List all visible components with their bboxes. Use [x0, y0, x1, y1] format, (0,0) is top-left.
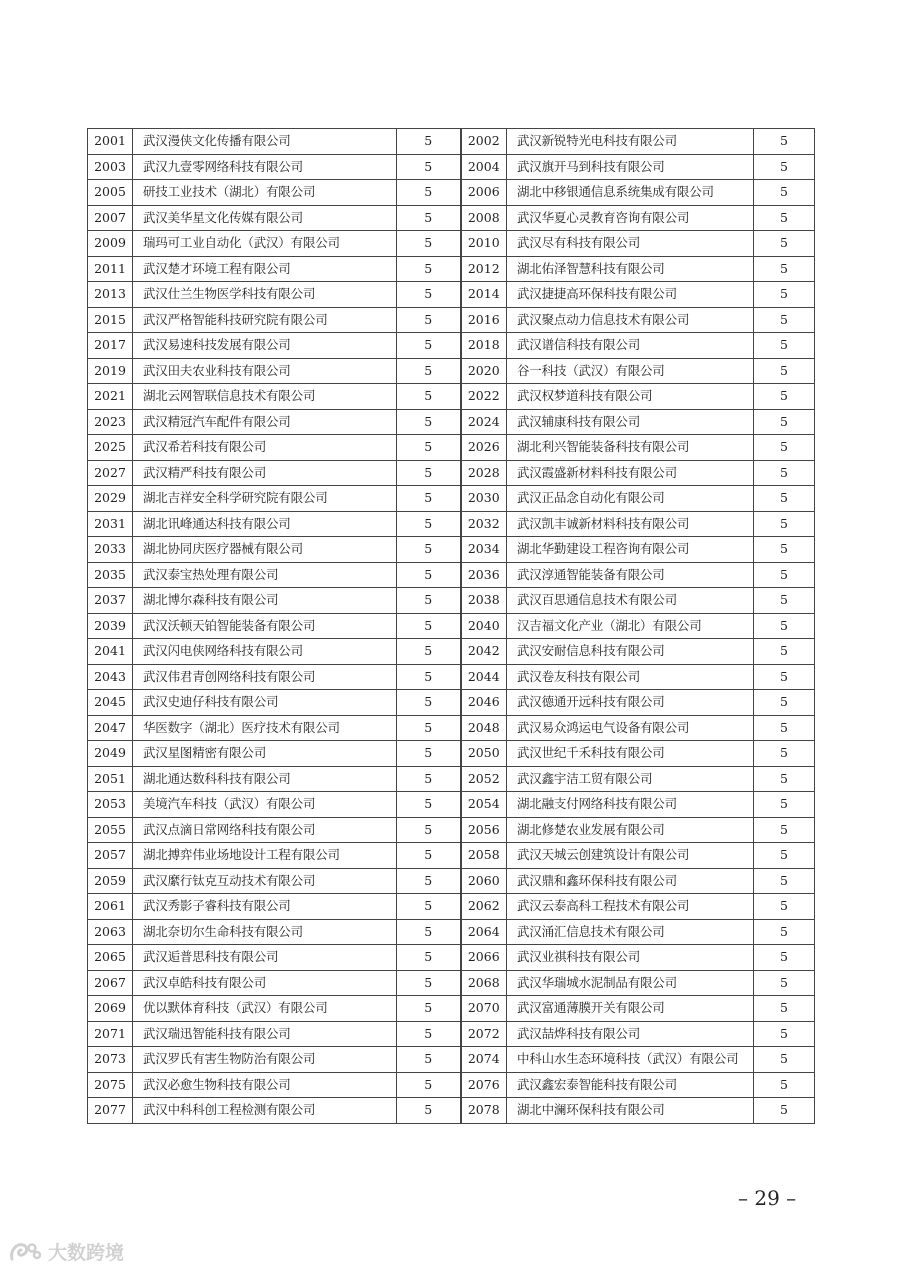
- company-name-cell: 湖北利兴智能装备科技有限公司: [507, 435, 754, 461]
- row-number-cell: 2034: [461, 537, 507, 563]
- company-list-table: [87, 128, 815, 1124]
- row-number-cell: 2067: [88, 970, 133, 996]
- watermark-text: 大数跨境: [48, 1242, 125, 1264]
- row-number-cell: 2032: [461, 511, 507, 537]
- table-row: [88, 256, 815, 282]
- row-number-cell: 2021: [88, 384, 133, 410]
- table-row: [88, 664, 815, 690]
- company-name-cell: 湖北搏弈伟业场地设计工程有限公司: [133, 843, 397, 869]
- row-number-cell: 2052: [461, 766, 507, 792]
- company-name-cell: 湖北融支付网络科技有限公司: [507, 792, 754, 818]
- company-name-cell: 武汉漫侠文化传播有限公司: [133, 129, 397, 155]
- score-cell: 5: [754, 613, 815, 639]
- score-cell: 5: [397, 435, 461, 461]
- row-number-cell: 2033: [88, 537, 133, 563]
- company-name-cell: 武汉精严科技有限公司: [133, 460, 397, 486]
- table-row: [88, 715, 815, 741]
- score-cell: 5: [754, 792, 815, 818]
- row-number-cell: 2024: [461, 409, 507, 435]
- company-name-cell: 中科山水生态环境科技（武汉）有限公司: [507, 1047, 754, 1073]
- row-number-cell: 2046: [461, 690, 507, 716]
- score-cell: 5: [754, 664, 815, 690]
- score-cell: 5: [754, 282, 815, 308]
- score-cell: 5: [397, 996, 461, 1022]
- score-cell: 5: [397, 282, 461, 308]
- company-name-cell: 武汉罗氏有害生物防治有限公司: [133, 1047, 397, 1073]
- table-row: [88, 588, 815, 614]
- score-cell: 5: [754, 766, 815, 792]
- table-row: [88, 486, 815, 512]
- score-cell: 5: [754, 562, 815, 588]
- score-cell: 5: [397, 333, 461, 359]
- company-name-cell: 武汉伟君青创网络科技有限公司: [133, 664, 397, 690]
- row-number-cell: 2077: [88, 1098, 133, 1124]
- row-number-cell: 2022: [461, 384, 507, 410]
- company-name-cell: 武汉世纪千禾科技有限公司: [507, 741, 754, 767]
- row-number-cell: 2010: [461, 231, 507, 257]
- watermark-logo-icon: [8, 1239, 42, 1265]
- row-number-cell: 2009: [88, 231, 133, 257]
- company-name-cell: 武汉华夏心灵教育咨询有限公司: [507, 205, 754, 231]
- table-row: [88, 358, 815, 384]
- score-cell: 5: [754, 256, 815, 282]
- company-name-cell: 武汉云泰高科工程技术有限公司: [507, 894, 754, 920]
- company-name-cell: 湖北中澜环保科技有限公司: [507, 1098, 754, 1124]
- company-name-cell: 武汉希若科技有限公司: [133, 435, 397, 461]
- score-cell: 5: [397, 766, 461, 792]
- company-name-cell: 湖北中移银通信息系统集成有限公司: [507, 180, 754, 206]
- row-number-cell: 2017: [88, 333, 133, 359]
- score-cell: 5: [397, 639, 461, 665]
- table-row: [88, 460, 815, 486]
- score-cell: 5: [397, 384, 461, 410]
- score-cell: 5: [754, 231, 815, 257]
- table-row: [88, 231, 815, 257]
- row-number-cell: 2078: [461, 1098, 507, 1124]
- score-cell: 5: [754, 996, 815, 1022]
- score-cell: 5: [397, 919, 461, 945]
- score-cell: 5: [397, 231, 461, 257]
- score-cell: 5: [397, 715, 461, 741]
- row-number-cell: 2048: [461, 715, 507, 741]
- score-cell: 5: [754, 690, 815, 716]
- score-cell: 5: [754, 205, 815, 231]
- company-name-cell: 湖北讯峰通达科技有限公司: [133, 511, 397, 537]
- row-number-cell: 2018: [461, 333, 507, 359]
- row-number-cell: 2071: [88, 1021, 133, 1047]
- table-row: [88, 868, 815, 894]
- company-name-cell: 武汉九壹零网络科技有限公司: [133, 154, 397, 180]
- score-cell: 5: [754, 129, 815, 155]
- score-cell: 5: [397, 460, 461, 486]
- table-row: [88, 817, 815, 843]
- company-name-cell: 武汉涌汇信息技术有限公司: [507, 919, 754, 945]
- score-cell: 5: [754, 588, 815, 614]
- table-row: [88, 129, 815, 155]
- company-name-cell: 谷一科技（武汉）有限公司: [507, 358, 754, 384]
- row-number-cell: 2020: [461, 358, 507, 384]
- score-cell: 5: [754, 715, 815, 741]
- row-number-cell: 2014: [461, 282, 507, 308]
- row-number-cell: 2007: [88, 205, 133, 231]
- row-number-cell: 2054: [461, 792, 507, 818]
- row-number-cell: 2057: [88, 843, 133, 869]
- row-number-cell: 2013: [88, 282, 133, 308]
- score-cell: 5: [754, 537, 815, 563]
- row-number-cell: 2047: [88, 715, 133, 741]
- score-cell: 5: [397, 1021, 461, 1047]
- row-number-cell: 2023: [88, 409, 133, 435]
- score-cell: 5: [397, 970, 461, 996]
- company-name-cell: 武汉鑫宏泰智能科技有限公司: [507, 1072, 754, 1098]
- score-cell: 5: [397, 894, 461, 920]
- company-name-cell: 湖北通达数科科技有限公司: [133, 766, 397, 792]
- score-cell: 5: [754, 409, 815, 435]
- row-number-cell: 2004: [461, 154, 507, 180]
- company-name-cell: 优以默体育科技（武汉）有限公司: [133, 996, 397, 1022]
- row-number-cell: 2065: [88, 945, 133, 971]
- company-name-cell: 武汉聚点动力信息技术有限公司: [507, 307, 754, 333]
- table-row: [88, 384, 815, 410]
- score-cell: 5: [754, 358, 815, 384]
- company-name-cell: 武汉楚才环境工程有限公司: [133, 256, 397, 282]
- score-cell: 5: [397, 486, 461, 512]
- score-cell: 5: [397, 1047, 461, 1073]
- score-cell: 5: [397, 817, 461, 843]
- score-cell: 5: [397, 690, 461, 716]
- row-number-cell: 2045: [88, 690, 133, 716]
- company-name-cell: 武汉縻行钛克互动技术有限公司: [133, 868, 397, 894]
- score-cell: 5: [754, 868, 815, 894]
- score-cell: 5: [754, 817, 815, 843]
- company-name-cell: 武汉卷友科技有限公司: [507, 664, 754, 690]
- score-cell: 5: [754, 639, 815, 665]
- score-cell: 5: [397, 1098, 461, 1124]
- company-name-cell: 武汉美华星文化传媒有限公司: [133, 205, 397, 231]
- company-name-cell: 武汉鑫宇洁工贸有限公司: [507, 766, 754, 792]
- company-name-cell: 武汉沃顿天铂智能装备有限公司: [133, 613, 397, 639]
- table-row: [88, 996, 815, 1022]
- company-name-cell: 武汉泰宝热处理有限公司: [133, 562, 397, 588]
- score-cell: 5: [754, 384, 815, 410]
- score-cell: 5: [397, 1072, 461, 1098]
- score-cell: 5: [397, 409, 461, 435]
- company-name-cell: 武汉星图精密有限公司: [133, 741, 397, 767]
- row-number-cell: 2050: [461, 741, 507, 767]
- row-number-cell: 2075: [88, 1072, 133, 1098]
- company-name-cell: 武汉正品念自动化有限公司: [507, 486, 754, 512]
- score-cell: 5: [397, 843, 461, 869]
- company-name-cell: 武汉富通薄膜开关有限公司: [507, 996, 754, 1022]
- table-row: [88, 409, 815, 435]
- row-number-cell: 2063: [88, 919, 133, 945]
- row-number-cell: 2053: [88, 792, 133, 818]
- score-cell: 5: [754, 1047, 815, 1073]
- company-name-cell: 瑞玛可工业自动化（武汉）有限公司: [133, 231, 397, 257]
- score-cell: 5: [397, 741, 461, 767]
- table-row: [88, 180, 815, 206]
- table-row: [88, 562, 815, 588]
- table-row: [88, 1098, 815, 1124]
- company-name-cell: 武汉必愈生物科技有限公司: [133, 1072, 397, 1098]
- company-name-cell: 湖北协同庆医疗器械有限公司: [133, 537, 397, 563]
- company-name-cell: 武汉捷捷高环保科技有限公司: [507, 282, 754, 308]
- row-number-cell: 2068: [461, 970, 507, 996]
- score-cell: 5: [754, 919, 815, 945]
- score-cell: 5: [754, 435, 815, 461]
- row-number-cell: 2012: [461, 256, 507, 282]
- table-row: [88, 333, 815, 359]
- score-cell: 5: [397, 205, 461, 231]
- table-row: [88, 307, 815, 333]
- score-cell: 5: [397, 511, 461, 537]
- table-row: [88, 690, 815, 716]
- row-number-cell: 2069: [88, 996, 133, 1022]
- row-number-cell: 2002: [461, 129, 507, 155]
- row-number-cell: 2028: [461, 460, 507, 486]
- company-name-cell: 汉吉福文化产业（湖北）有限公司: [507, 613, 754, 639]
- row-number-cell: 2058: [461, 843, 507, 869]
- company-name-cell: 武汉辅康科技有限公司: [507, 409, 754, 435]
- row-number-cell: 2016: [461, 307, 507, 333]
- table-row: [88, 613, 815, 639]
- table-body: [88, 129, 815, 1124]
- score-cell: 5: [397, 537, 461, 563]
- score-cell: 5: [397, 129, 461, 155]
- score-cell: 5: [397, 154, 461, 180]
- score-cell: 5: [754, 1098, 815, 1124]
- row-number-cell: 2003: [88, 154, 133, 180]
- company-name-cell: 湖北佑泽智慧科技有限公司: [507, 256, 754, 282]
- company-name-cell: 武汉田夫农业科技有限公司: [133, 358, 397, 384]
- row-number-cell: 2076: [461, 1072, 507, 1098]
- company-name-cell: 武汉喆烨科技有限公司: [507, 1021, 754, 1047]
- row-number-cell: 2055: [88, 817, 133, 843]
- score-cell: 5: [397, 664, 461, 690]
- company-name-cell: 武汉霞盛新材料科技有限公司: [507, 460, 754, 486]
- score-cell: 5: [397, 307, 461, 333]
- score-cell: 5: [397, 588, 461, 614]
- row-number-cell: 2043: [88, 664, 133, 690]
- row-number-cell: 2042: [461, 639, 507, 665]
- table-row: [88, 766, 815, 792]
- table-row: [88, 843, 815, 869]
- company-name-cell: 武汉谱信科技有限公司: [507, 333, 754, 359]
- page-number: – 29 –: [738, 1186, 797, 1210]
- company-name-cell: 武汉新锐特光电科技有限公司: [507, 129, 754, 155]
- company-name-cell: 武汉严格智能科技研究院有限公司: [133, 307, 397, 333]
- company-name-cell: 湖北修楚农业发展有限公司: [507, 817, 754, 843]
- score-cell: 5: [397, 792, 461, 818]
- table-row: [88, 154, 815, 180]
- row-number-cell: 2064: [461, 919, 507, 945]
- row-number-cell: 2030: [461, 486, 507, 512]
- score-cell: 5: [754, 970, 815, 996]
- row-number-cell: 2008: [461, 205, 507, 231]
- row-number-cell: 2035: [88, 562, 133, 588]
- table-row: [88, 511, 815, 537]
- row-number-cell: 2037: [88, 588, 133, 614]
- company-name-cell: 武汉业祺科技有限公司: [507, 945, 754, 971]
- table-row: [88, 919, 815, 945]
- company-name-cell: 武汉仕兰生物医学科技有限公司: [133, 282, 397, 308]
- row-number-cell: 2070: [461, 996, 507, 1022]
- table-row: [88, 741, 815, 767]
- company-name-cell: 武汉鼎和鑫环保科技有限公司: [507, 868, 754, 894]
- table-row: [88, 435, 815, 461]
- company-name-cell: 武汉瑞迅智能科技有限公司: [133, 1021, 397, 1047]
- company-name-cell: 武汉百思通信息技术有限公司: [507, 588, 754, 614]
- company-name-cell: 武汉旗开马到科技有限公司: [507, 154, 754, 180]
- score-cell: 5: [754, 945, 815, 971]
- score-cell: 5: [754, 1021, 815, 1047]
- row-number-cell: 2011: [88, 256, 133, 282]
- row-number-cell: 2001: [88, 129, 133, 155]
- row-number-cell: 2051: [88, 766, 133, 792]
- company-name-cell: 武汉权梦道科技有限公司: [507, 384, 754, 410]
- company-name-cell: 武汉闪电侠网络科技有限公司: [133, 639, 397, 665]
- company-name-cell: 湖北云网智联信息技术有限公司: [133, 384, 397, 410]
- score-cell: 5: [397, 562, 461, 588]
- company-name-cell: 武汉史迪仔科技有限公司: [133, 690, 397, 716]
- company-name-cell: 武汉淳通智能装备有限公司: [507, 562, 754, 588]
- row-number-cell: 2059: [88, 868, 133, 894]
- watermark: [8, 1238, 124, 1265]
- score-cell: 5: [397, 256, 461, 282]
- row-number-cell: 2073: [88, 1047, 133, 1073]
- table-row: [88, 792, 815, 818]
- table-row: [88, 205, 815, 231]
- company-name-cell: 武汉德通开远科技有限公司: [507, 690, 754, 716]
- row-number-cell: 2006: [461, 180, 507, 206]
- score-cell: 5: [754, 180, 815, 206]
- row-number-cell: 2005: [88, 180, 133, 206]
- table-row: [88, 945, 815, 971]
- company-name-cell: 武汉华瑞城水泥制品有限公司: [507, 970, 754, 996]
- row-number-cell: 2041: [88, 639, 133, 665]
- company-name-cell: 武汉逅普思科技有限公司: [133, 945, 397, 971]
- row-number-cell: 2074: [461, 1047, 507, 1073]
- company-name-cell: 武汉秀影子睿科技有限公司: [133, 894, 397, 920]
- score-cell: 5: [397, 180, 461, 206]
- score-cell: 5: [754, 486, 815, 512]
- company-name-cell: 武汉天城云创建筑设计有限公司: [507, 843, 754, 869]
- score-cell: 5: [397, 613, 461, 639]
- row-number-cell: 2061: [88, 894, 133, 920]
- table-row: [88, 537, 815, 563]
- row-number-cell: 2036: [461, 562, 507, 588]
- score-cell: 5: [754, 511, 815, 537]
- row-number-cell: 2027: [88, 460, 133, 486]
- row-number-cell: 2038: [461, 588, 507, 614]
- score-cell: 5: [754, 307, 815, 333]
- row-number-cell: 2019: [88, 358, 133, 384]
- table-row: [88, 1021, 815, 1047]
- row-number-cell: 2060: [461, 868, 507, 894]
- score-cell: 5: [754, 154, 815, 180]
- score-cell: 5: [397, 945, 461, 971]
- score-cell: 5: [754, 741, 815, 767]
- company-name-cell: 研技工业技术（湖北）有限公司: [133, 180, 397, 206]
- row-number-cell: 2031: [88, 511, 133, 537]
- score-cell: 5: [754, 1072, 815, 1098]
- company-name-cell: 美境汽车科技（武汉）有限公司: [133, 792, 397, 818]
- company-name-cell: 武汉卓皓科技有限公司: [133, 970, 397, 996]
- row-number-cell: 2015: [88, 307, 133, 333]
- company-name-cell: 武汉安耐信息科技有限公司: [507, 639, 754, 665]
- table-row: [88, 894, 815, 920]
- row-number-cell: 2066: [461, 945, 507, 971]
- row-number-cell: 2049: [88, 741, 133, 767]
- row-number-cell: 2039: [88, 613, 133, 639]
- score-cell: 5: [397, 358, 461, 384]
- company-name-cell: 湖北华勤建设工程咨询有限公司: [507, 537, 754, 563]
- score-cell: 5: [754, 843, 815, 869]
- row-number-cell: 2029: [88, 486, 133, 512]
- table-row: [88, 639, 815, 665]
- row-number-cell: 2062: [461, 894, 507, 920]
- company-name-cell: 武汉尽有科技有限公司: [507, 231, 754, 257]
- row-number-cell: 2056: [461, 817, 507, 843]
- score-cell: 5: [754, 333, 815, 359]
- company-name-cell: 华医数字（湖北）医疗技术有限公司: [133, 715, 397, 741]
- row-number-cell: 2072: [461, 1021, 507, 1047]
- company-name-cell: 武汉凯丰诚新材料科技有限公司: [507, 511, 754, 537]
- company-name-cell: 武汉精冠汽车配件有限公司: [133, 409, 397, 435]
- company-name-cell: 武汉点滴日常网络科技有限公司: [133, 817, 397, 843]
- company-name-cell: 武汉中科科创工程检测有限公司: [133, 1098, 397, 1124]
- table-row: [88, 282, 815, 308]
- row-number-cell: 2026: [461, 435, 507, 461]
- score-cell: 5: [397, 868, 461, 894]
- score-cell: 5: [754, 460, 815, 486]
- company-name-cell: 湖北吉祥安全科学研究院有限公司: [133, 486, 397, 512]
- table-row: [88, 1072, 815, 1098]
- company-name-cell: 武汉易速科技发展有限公司: [133, 333, 397, 359]
- row-number-cell: 2025: [88, 435, 133, 461]
- score-cell: 5: [754, 894, 815, 920]
- row-number-cell: 2044: [461, 664, 507, 690]
- row-number-cell: 2040: [461, 613, 507, 639]
- company-name-cell: 武汉易众鸿运电气设备有限公司: [507, 715, 754, 741]
- company-name-cell: 湖北博尔森科技有限公司: [133, 588, 397, 614]
- table-row: [88, 1047, 815, 1073]
- table-row: [88, 970, 815, 996]
- company-name-cell: 湖北奈切尔生命科技有限公司: [133, 919, 397, 945]
